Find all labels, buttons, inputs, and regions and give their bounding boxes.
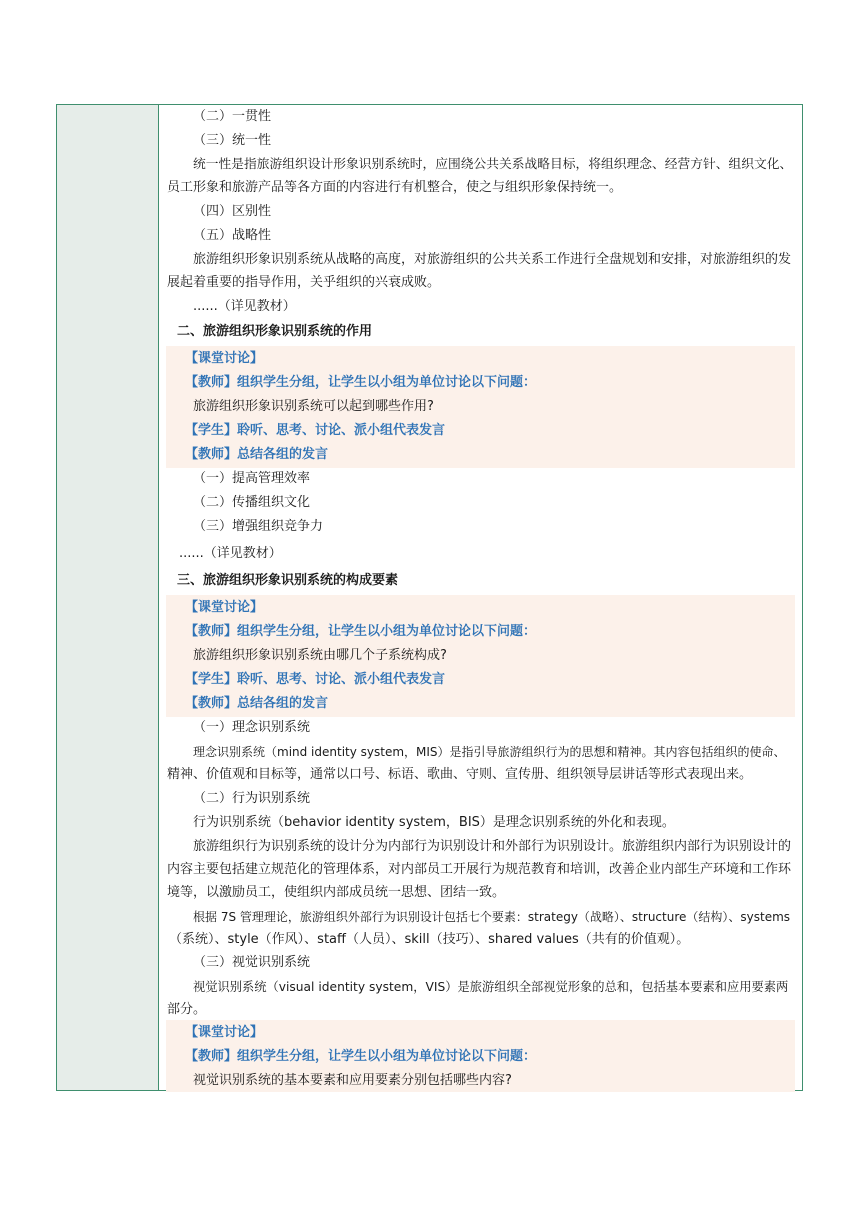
- student-activity: 【学生】聆听、思考、讨论、派小组代表发言: [185, 423, 446, 438]
- label-column: [57, 105, 159, 1090]
- text-line: ......（详见教材）: [193, 299, 296, 314]
- text-line: （五）战略性: [193, 228, 272, 243]
- text-line: （二）传播组织文化: [193, 495, 311, 510]
- text-line: 行为识别系统（behavior identity system，BIS）是理念识别系统的外化和表现。: [193, 815, 675, 830]
- teacher-summary: 【教师】总结各组的发言: [185, 696, 329, 711]
- text-line: 展起着重要的指导作用，关乎组织的兴衰成败。: [167, 275, 441, 290]
- text-line: ......（详见教材）: [179, 546, 282, 561]
- discussion-title: 【课堂讨论】: [185, 1025, 264, 1040]
- teacher-prompt: 【教师】组织学生分组，让学生以小组为单位讨论以下问题：: [185, 624, 537, 639]
- text-line: 旅游组织形象识别系统从战略的高度，对旅游组织的公共关系工作进行全盘规划和安排，对旅游组织的发: [193, 252, 792, 267]
- section-heading: 二、旅游组织形象识别系统的作用: [177, 324, 373, 339]
- text-line: （三）视觉识别系统: [193, 955, 311, 970]
- text-line: 视觉识别系统（visual identity system，VIS）是旅游组织全部视觉形象的总和，包括基本要素和应用要素两: [193, 980, 789, 994]
- discussion-title: 【课堂讨论】: [185, 600, 264, 615]
- text-line: （系统）、style（作风）、staff（人员）、skill（技巧）、shared values（共有的价值观）。: [169, 932, 690, 947]
- text-line: （三）统一性: [193, 133, 272, 148]
- text-line: 旅游组织行为识别系统的设计分为内部行为识别设计和外部行为识别设计。旅游组织内部行为识别设计的: [193, 839, 792, 854]
- student-activity: 【学生】聆听、思考、讨论、派小组代表发言: [185, 672, 446, 687]
- teacher-prompt: 【教师】组织学生分组，让学生以小组为单位讨论以下问题：: [185, 1049, 537, 1064]
- text-line: （一）理念识别系统: [193, 720, 311, 735]
- discussion-question: 旅游组织形象识别系统可以起到哪些作用?: [193, 399, 434, 414]
- text-line: （二）一贯性: [193, 109, 272, 124]
- text-line: 根据 7S 管理理论，旅游组织外部行为识别设计包括七个要素：strategy（战略）、structure（结构）、systems: [193, 910, 791, 924]
- lesson-table: [56, 104, 803, 1091]
- text-line: （四）区别性: [193, 204, 272, 219]
- text-line: 理念识别系统（mind identity system，MIS）是指引导旅游组织行为的思想和精神。其内容包括组织的使命、: [193, 745, 786, 759]
- text-line: 部分。: [167, 1002, 207, 1017]
- text-line: 内容主要包括建立规范化的管理体系，对内部员工开展行为规范教育和培训，改善企业内部生产环境和工作环: [167, 862, 792, 877]
- text-line: 员工形象和旅游产品等各方面的内容进行有机整合，使之与组织形象保持统一。: [167, 180, 623, 195]
- text-line: （三）增强组织竞争力: [193, 519, 324, 534]
- discussion-question: 旅游组织形象识别系统由哪几个子系统构成?: [193, 648, 447, 663]
- text-line: （一）提高管理效率: [193, 471, 311, 486]
- text-line: 境等，以激励员工，使组织内部成员统一思想、团结一致。: [167, 885, 506, 900]
- text-line: 精神、价值观和目标等，通常以口号、标语、歌曲、守则、宣传册、组织领导层讲话等形式表现出来。: [167, 767, 753, 782]
- discussion-title: 【课堂讨论】: [185, 351, 264, 366]
- content-column: [159, 105, 802, 1090]
- text-line: 统一性是指旅游组织设计形象识别系统时，应围绕公共关系战略目标，将组织理念、经营方针、组织文化、: [193, 157, 793, 172]
- discussion-question: 视觉识别系统的基本要素和应用要素分别包括哪些内容?: [193, 1073, 512, 1088]
- teacher-summary: 【教师】总结各组的发言: [185, 447, 329, 462]
- teacher-prompt: 【教师】组织学生分组，让学生以小组为单位讨论以下问题：: [185, 375, 537, 390]
- text-line: （二）行为识别系统: [193, 791, 311, 806]
- section-heading: 三、旅游组织形象识别系统的构成要素: [177, 573, 399, 588]
